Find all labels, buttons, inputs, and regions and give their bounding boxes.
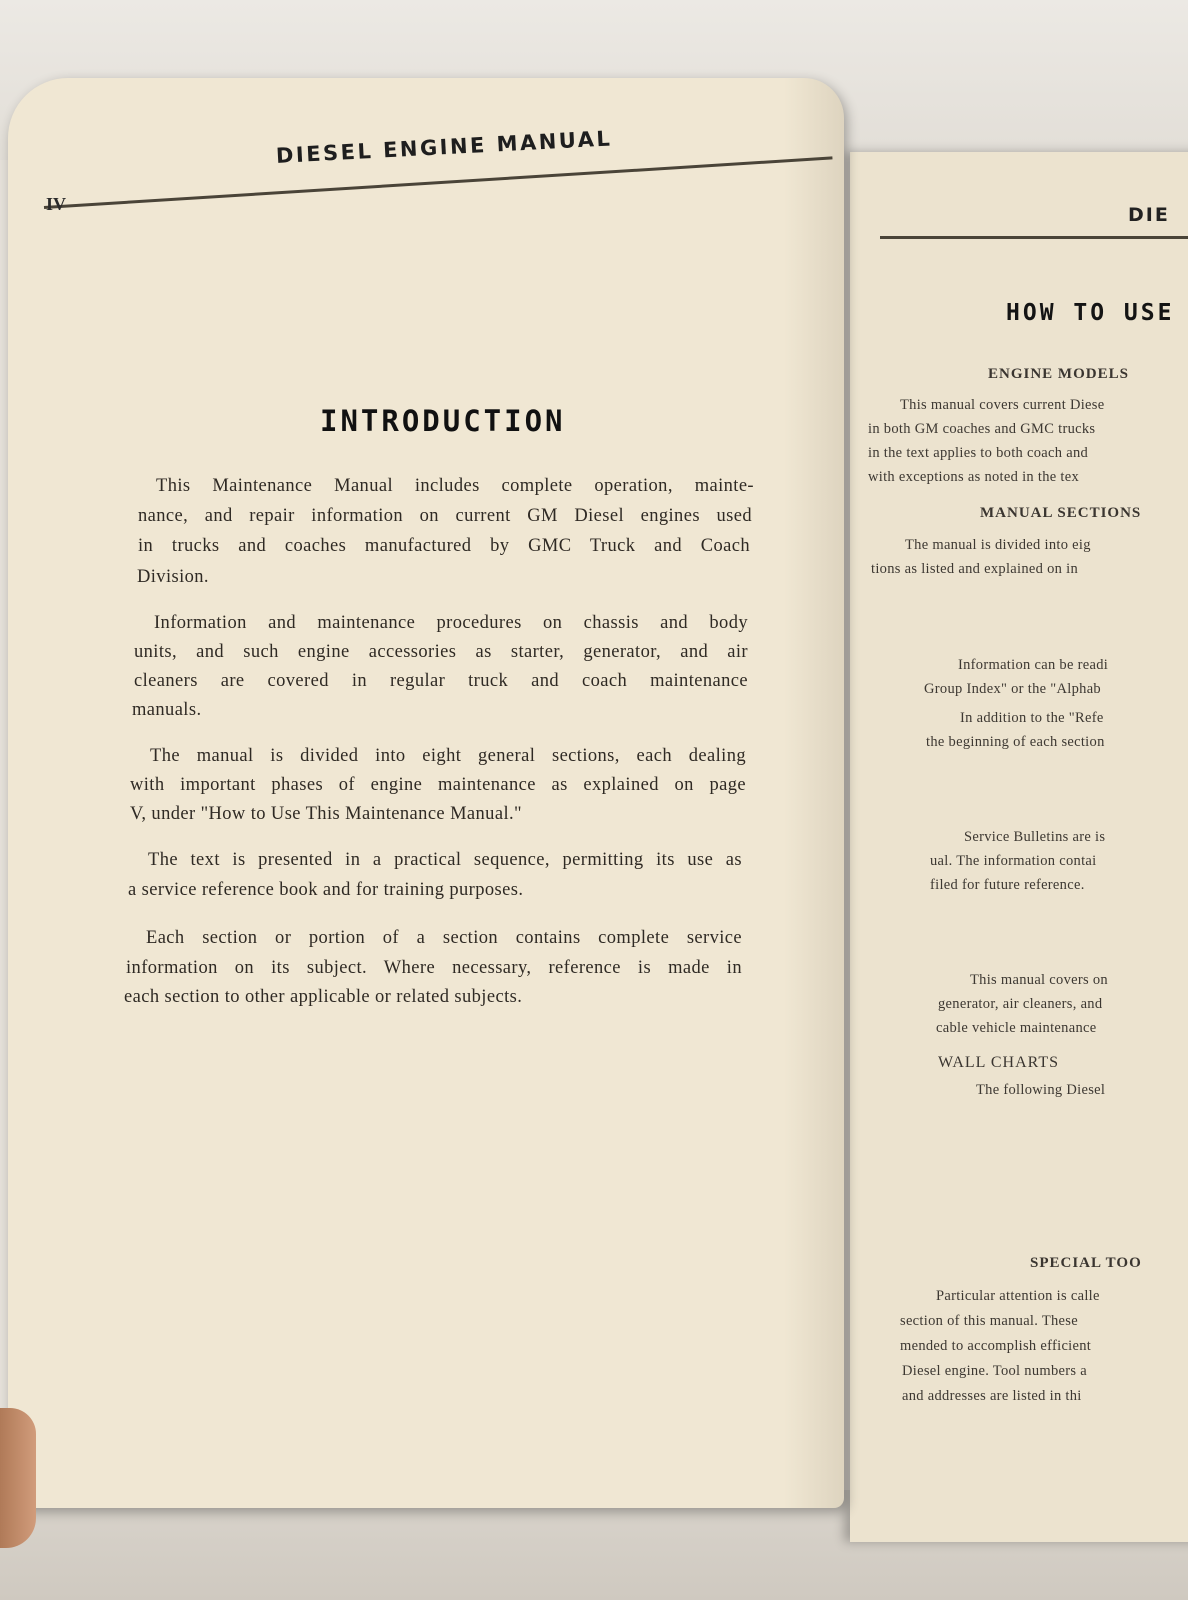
text-line: in trucks and coaches manufactured by GMC Truck and Coach	[138, 536, 750, 556]
text-line: tions as listed and explained on in	[871, 561, 1079, 577]
right-page	[850, 152, 1188, 1542]
left-page-header: DIESEL ENGINE MANUAL	[275, 126, 613, 168]
page-title: INTRODUCTION	[320, 404, 566, 438]
right-page-title: HOW TO USE	[1006, 300, 1175, 326]
text-line: Information can be readi	[958, 657, 1109, 673]
text-line: and addresses are listed in thi	[902, 1388, 1082, 1404]
finger-holding-page	[0, 1408, 36, 1548]
text-line: Diesel engine. Tool numbers a	[902, 1363, 1088, 1379]
text-line: This manual covers current Diese	[900, 397, 1105, 413]
text-line: The manual is divided into eig	[905, 537, 1091, 553]
text-line: mended to accomplish efficient	[900, 1338, 1092, 1354]
text-line: a service reference book and for training purposes.	[128, 880, 524, 900]
section-heading-special-tools: SPECIAL TOO	[1030, 1255, 1142, 1271]
text-line: cleaners are covered in regular truck and coach maintenance	[134, 671, 748, 691]
text-line: units, and such engine accessories as starter, generator, and air	[134, 642, 748, 662]
section-heading-manual-sections: MANUAL SECTIONS	[980, 505, 1142, 521]
section-heading-wall-charts: WALL CHARTS	[938, 1054, 1059, 1071]
text-line: manuals.	[132, 700, 202, 720]
text-line: in the text applies to both coach and	[868, 445, 1089, 461]
text-line: each section to other applicable or related subjects.	[124, 987, 523, 1007]
text-line: generator, air cleaners, and	[938, 996, 1103, 1012]
text-line: the beginning of each section	[926, 734, 1105, 750]
text-line: Group Index" or the "Alphab	[924, 681, 1101, 697]
text-line: Particular attention is calle	[936, 1288, 1100, 1304]
text-line: The manual is divided into eight general sections, each dealing	[150, 746, 746, 766]
text-line: The text is presented in a practical sequence, permitting its use as	[148, 850, 742, 870]
header-rule	[44, 156, 833, 209]
text-line: The following Diesel	[976, 1082, 1106, 1098]
text-line: This Maintenance Manual includes complete operation, mainte-	[156, 476, 754, 496]
text-line: This manual covers on	[970, 972, 1108, 988]
text-line: V, under "How to Use This Maintenance Manual."	[130, 804, 522, 824]
text-line: Each section or portion of a section contains complete service	[146, 928, 742, 948]
text-line: section of this manual. These	[900, 1313, 1078, 1329]
text-line: filed for future reference.	[930, 877, 1085, 893]
text-line: ual. The information contai	[930, 853, 1097, 869]
text-line: with important phases of engine maintenance as explained on page	[130, 775, 746, 795]
text-line: nance, and repair information on current GM Diesel engines used	[138, 506, 752, 526]
page-number: IV	[46, 194, 67, 214]
text-line: In addition to the "Refe	[960, 710, 1104, 726]
right-page-header: DIE	[1128, 204, 1170, 226]
header-rule	[880, 236, 1188, 239]
text-line: in both GM coaches and GMC trucks	[868, 421, 1096, 437]
text-line: with exceptions as noted in the tex	[868, 469, 1080, 485]
text-line: cable vehicle maintenance	[936, 1020, 1097, 1036]
text-line: Service Bulletins are is	[964, 829, 1106, 845]
text-line: information on its subject. Where necessary, reference is made in	[126, 958, 742, 978]
text-line: Information and maintenance procedures on chassis and body	[154, 613, 748, 633]
left-page	[8, 78, 844, 1508]
text-line: Division.	[137, 567, 209, 587]
section-heading-engine-models: ENGINE MODELS	[988, 366, 1129, 382]
page-gutter-shadow	[784, 78, 844, 1508]
